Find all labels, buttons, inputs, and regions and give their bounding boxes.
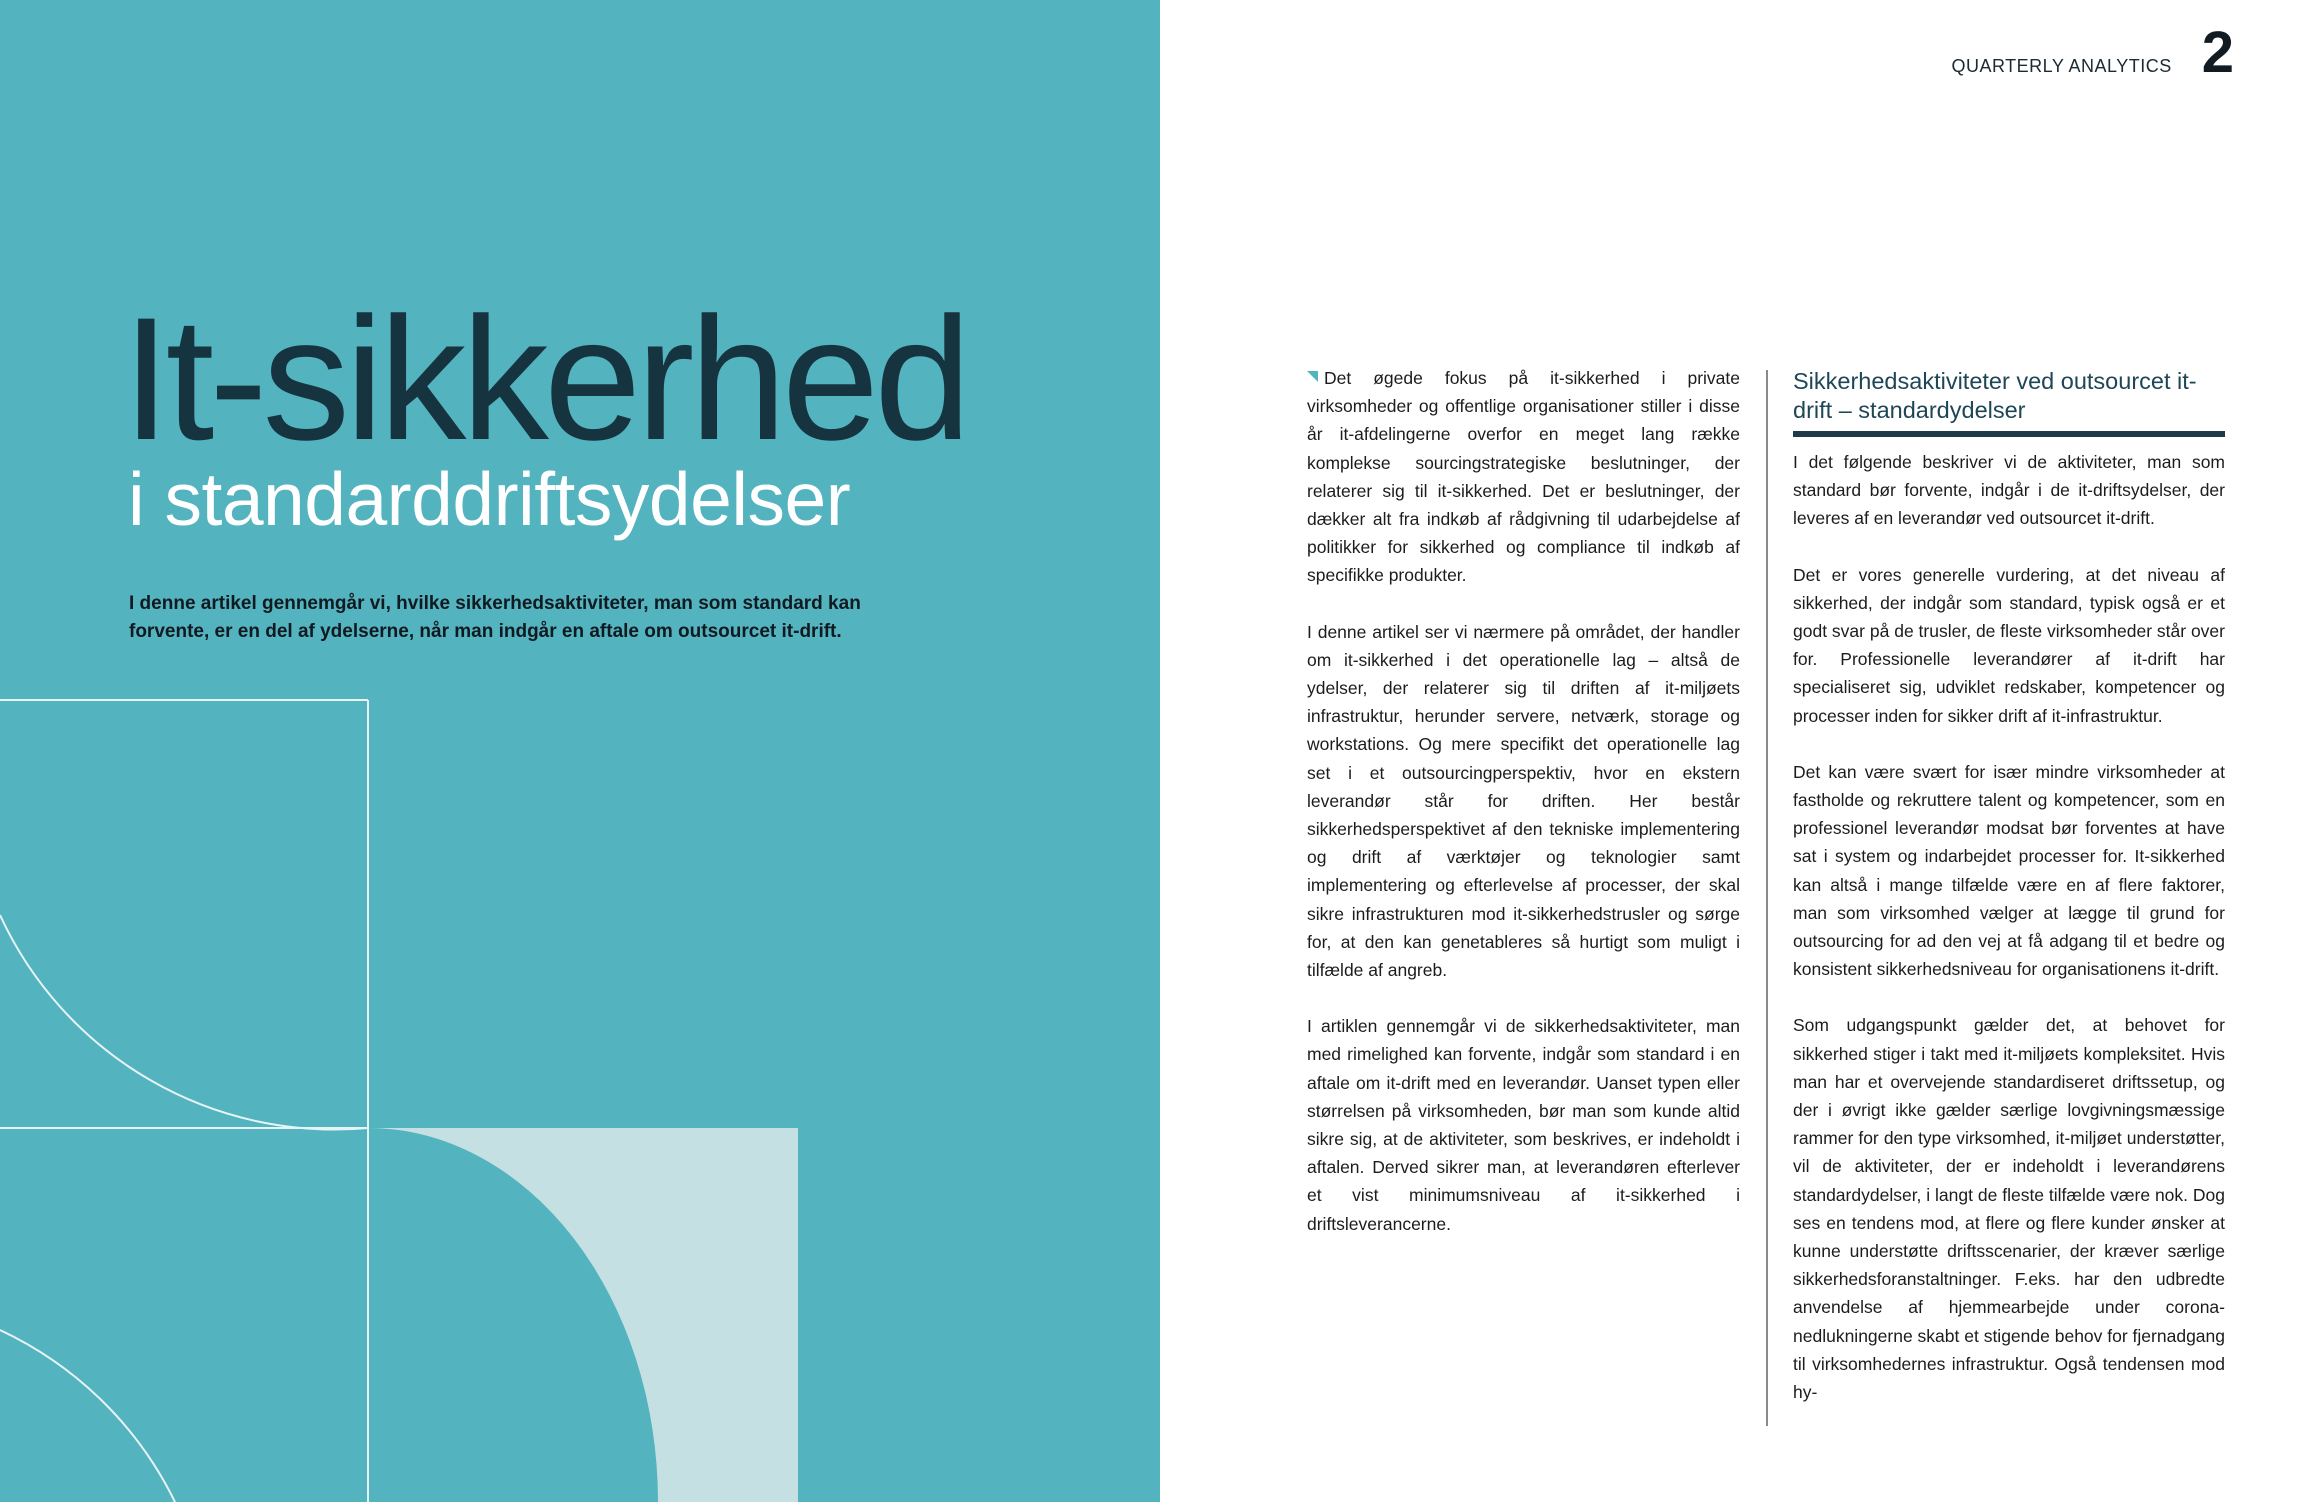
section-heading-bar — [1793, 431, 2225, 437]
article-title: It-sikkerhed — [122, 282, 967, 477]
section-heading: Sikkerhedsaktiviteter ved outsourcet it-drift – standardydelser — [1793, 368, 2197, 423]
paragraph: I artiklen gennemgår vi de sikkerhedsaktiviteter, man med rimelighed kan forvente, indgår som standard i en aftale om it-drift med en leverandør. Uanset typen eller størrelsen på virksomheden, bør man som kunde altid sikre sig, at de aktiviteter, som beskrives, er indeholdt i aftalen. Derved sikrer man, at leverandøren efterlever et vist minimumsniveau af it-sikkerhed i driftsleverancerne. — [1307, 1016, 1740, 1234]
paragraph: I denne artikel ser vi nærmere på området, der handler om it-sikkerhed i det operationelle lag – altså de ydelser, der relaterer sig til driften af it-miljøets infrastruktur, herunder servere, netværk, storage og workstations. Og mere specifikt det operationelle lag set i et outsourcingperspektiv, hvor en ekstern leverandør står for driften. Her består sikkerhedsperspektivet af den tekniske implementering og drift af værktøjer og teknologier samt implementering og efterlevelse af processer, der skal sikre infrastrukturen mod it-sikkerhedstrusler og sørge for, at den kan genetableres så hurtigt som muligt i tilfælde af angreb. — [1307, 621, 1740, 981]
paragraph: Som udgangspunkt gælder det, at behovet for sikkerhed stiger i takt med it-miljøets kompleksitet. Hvis man har et overvejende standardiseret driftssetup, og der i øvrigt ikke gælder særlige lovgivningsmæssige rammer for den type virksomhed, it-miljøet understøtter, vil de aktiviteter, der er indeholdt i leverandørens standardydelser, i langt de fleste tilfælde være nok. Dog ses en tendens mod, at flere og flere kunder ønsker at kunne understøtte driftsscenarier, der kræver særlige sikkerhedsforanstaltninger. F.eks. har den udbredte anvendelse af hjemmearbejde under corona-nedlukningerne skabt et stigende behov for fjernadgang til virksomhedernes infrastruktur. Også tendensen mod hy- — [1793, 1015, 2225, 1403]
body-column-2 — [1793, 448, 2225, 1434]
paragraph: Det er vores generelle vurdering, at det niveau af sikkerhed, der indgår som standard, typisk også er et godt svar på de trusler, de fleste virksomheder står over for. Professionelle leverandører af it-drift har specialiseret sig, udviklet redskaber, kompetencer og processer inden for sikker drift af it-infrastruktur. — [1793, 564, 2225, 726]
running-title: QUARTERLY ANALYTICS — [1951, 56, 2172, 76]
paragraph-text: Det øgede fokus på it-sikkerhed i private virksomheder og offentlige organisationer stiller i disse år it-afdelingerne overfor en meget lang række komplekse sourcingstrategiske beslutninger, der relaterer sig til it-sikkerhed. Det er beslutninger, der dækker alt fra indkøb af rådgivning til udarbejdelse af politikker for sikkerhed og compliance til indkøb af specifikke produkter. — [1307, 368, 1740, 586]
column-divider — [1766, 370, 1768, 1426]
arc-lower — [0, 1330, 175, 1502]
quarter-circle-light-panel — [368, 1128, 798, 1502]
paragraph-marker-icon — [1307, 371, 1318, 382]
body-column-1 — [1307, 364, 1740, 1266]
article-subtitle: i standarddriftsydelser — [128, 457, 851, 541]
paragraph — [1307, 364, 1740, 590]
page-number: 2 — [2201, 20, 2234, 85]
paragraph: I det følgende beskriver vi de aktiviteter, man som standard bør forvente, indgår i de it-driftsydelser, der leveres af en leverandør ved outsourcet it-drift. — [1793, 452, 2225, 529]
article-lead: I denne artikel gennemgår vi, hvilke sikkerhedsaktiviteter, man som standard kan forvente, er en del af ydelserne, når man indgår en aftale om outsourcet it-drift. — [129, 593, 861, 642]
paragraph: Det kan være svært for især mindre virksomheder at fastholde og rekruttere talent og kompetencer, som en professionel leverandør modsat bør forventes at have sat i system og indarbejdet processer for. It-sikkerhed kan altså i mange tilfælde være en af flere faktorer, man som virksomhed vælger at lægge til grund for outsourcing for ad den vej at få adgang til et bedre og konsistent sikkerhedsniveau for organisationens it-drift. — [1793, 761, 2225, 980]
arc-upper — [0, 915, 368, 1130]
header-page-2 — [1951, 20, 2234, 85]
